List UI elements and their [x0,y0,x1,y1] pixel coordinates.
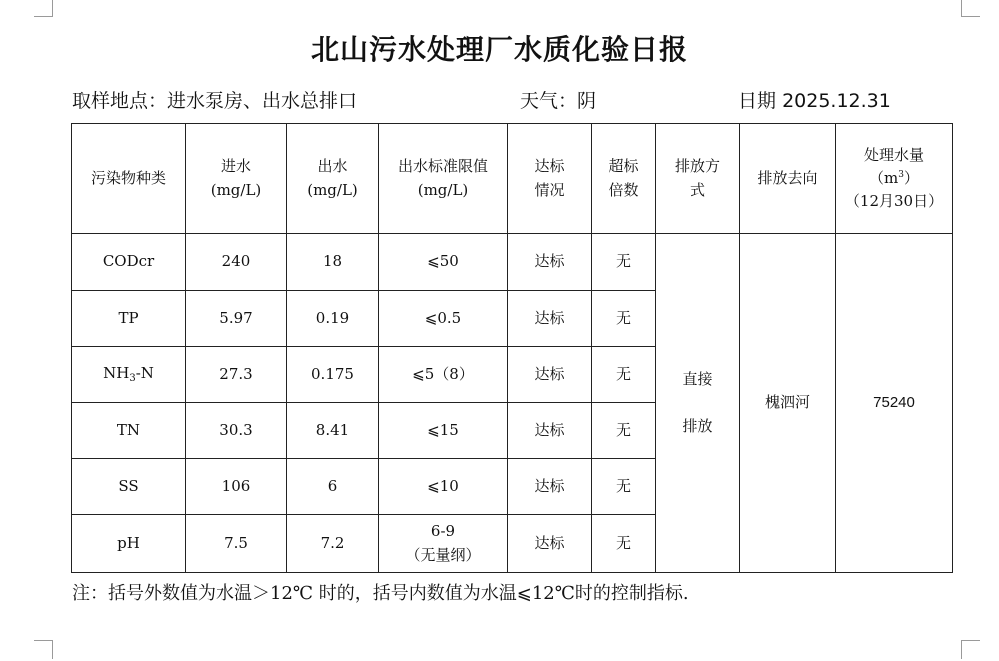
limit-cell: 6-9 （无量纲） [379,515,508,573]
report-title: 北山污水处理厂水质化验日报 [310,33,688,66]
header-pollutant: 污染物种类 [72,124,186,234]
date-value: 2025.12.31 [782,90,891,112]
header-discharge-mode: 排放方 式 [656,124,740,234]
compliance-cell: 达标 [508,347,592,403]
pollutant-cell: SS [72,459,186,515]
weather-label: 天气： [520,90,578,112]
report-date [738,86,891,113]
sampling-location [72,86,357,113]
pollutant-cell: $NH_3-N$ [72,347,186,403]
header-effluent: 出水 (mg/L) [287,124,379,234]
crop-mark-bottom-right [961,640,980,659]
compliance-cell: 达标 [508,459,592,515]
excess-cell: 无 [592,234,656,291]
effluent-cell: 7.2 [287,515,379,573]
pollutant-cell: CODcr [72,234,186,291]
effluent-cell: 0.19 [287,291,379,347]
excess-cell: 无 [592,347,656,403]
effluent-cell: 18 [287,234,379,291]
crop-mark-bottom-left [34,640,53,659]
limit-cell: ⩽10 [379,459,508,515]
water-quality-table [71,123,953,573]
limit-cell: ⩽5（8） [379,347,508,403]
date-label: 日期 [738,90,777,112]
excess-cell: 无 [592,403,656,459]
excess-cell: 无 [592,291,656,347]
limit-cell: ⩽50 [379,234,508,291]
pollutant-cell: TN [72,403,186,459]
header-compliance: 达标 情况 [508,124,592,234]
excess-cell: 无 [592,459,656,515]
influent-cell: 240 [186,234,287,291]
compliance-cell: 达标 [508,234,592,291]
influent-cell: 30.3 [186,403,287,459]
header-limit: 出水标准限值 (mg/L) [379,124,508,234]
weather-value: 阴 [577,90,597,112]
influent-cell: 27.3 [186,347,287,403]
influent-cell: 5.97 [186,291,287,347]
weather [520,86,596,113]
discharge-dest-cell: 槐泗河 [740,234,836,573]
influent-cell: 7.5 [186,515,287,573]
header-discharge-dest: 排放去向 [740,124,836,234]
table-header-row [72,124,953,234]
compliance-cell: 达标 [508,403,592,459]
effluent-cell: 8.41 [287,403,379,459]
header-influent: 进水 (mg/L) [186,124,287,234]
treated-volume-cell: 75240 [836,234,953,573]
discharge-mode-cell: 直接 排放 [656,234,740,573]
excess-cell: 无 [592,515,656,573]
influent-cell: 106 [186,459,287,515]
header-excess: 超标 倍数 [592,124,656,234]
sampling-location-value: 进水泵房、出水总排口 [167,90,358,112]
footnote: 注：括号外数值为水温＞12℃ 时的，括号内数值为水温⩽12℃时的控制指标. [72,583,689,604]
table-row [72,234,953,291]
sampling-location-label: 取样地点： [72,90,168,112]
effluent-cell: 6 [287,459,379,515]
compliance-cell: 达标 [508,291,592,347]
pollutant-cell: pH [72,515,186,573]
crop-mark-top-left [34,0,53,17]
limit-cell: ⩽15 [379,403,508,459]
pollutant-cell: TP [72,291,186,347]
header-volume: 处理水量 $(m^3)$ （12月30日） [836,124,953,234]
compliance-cell: 达标 [508,515,592,573]
effluent-cell: 0.175 [287,347,379,403]
limit-cell: ⩽0.5 [379,291,508,347]
crop-mark-top-right [961,0,980,17]
